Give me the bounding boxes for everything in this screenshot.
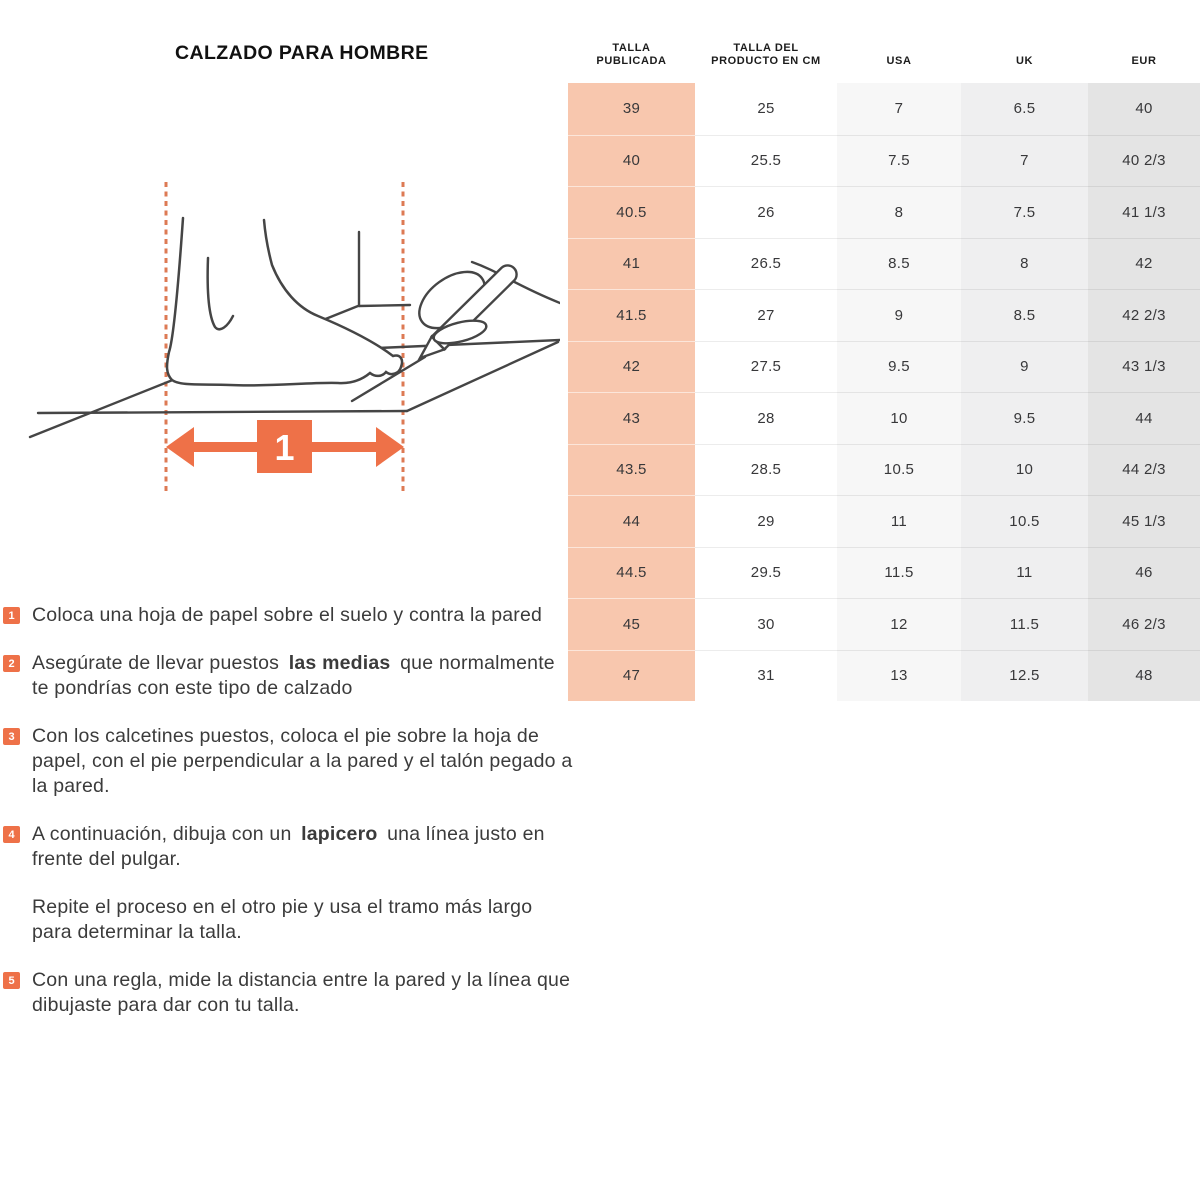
table-row (568, 238, 1200, 290)
table-cell: 8 (837, 186, 961, 238)
table-row (568, 495, 1200, 547)
table-cell: 46 (1088, 547, 1200, 599)
table-cell: 46 2/3 (1088, 598, 1200, 650)
step-number-badge: 4 (3, 826, 20, 843)
table-cell: 7.5 (837, 135, 961, 187)
table-row (568, 547, 1200, 599)
table-cell: 10 (961, 444, 1088, 496)
instruction-text: Coloca una hoja de papel sobre el suelo y contra la pared (32, 604, 543, 626)
table-cell: 43 1/3 (1088, 341, 1200, 393)
table-cell: 39 (568, 83, 695, 135)
step-number-badge: 2 (3, 655, 20, 672)
foot-measurement-illustration (20, 170, 560, 500)
table-cell: 9.5 (837, 341, 961, 393)
column-header: USA (886, 55, 912, 67)
table-cell: 13 (837, 650, 961, 702)
column-header: EUR (1131, 55, 1157, 67)
table-cell: 11.5 (961, 598, 1088, 650)
table-cell: 10.5 (961, 495, 1088, 547)
table-cell: 9 (961, 341, 1088, 393)
foot-outline (167, 218, 402, 385)
table-cell: 29.5 (695, 547, 837, 599)
column-header: TALLA PUBLICADA (596, 42, 667, 67)
table-cell: 7.5 (961, 186, 1088, 238)
table-cell: 12.5 (961, 650, 1088, 702)
table-cell: 11 (837, 495, 961, 547)
table-cell: 43 (568, 392, 695, 444)
table-cell: 7 (961, 135, 1088, 187)
table-cell: 47 (568, 650, 695, 702)
instruction-text: A continuación, dibuja con un lapicero una línea justo en frente del pulgar. (32, 823, 545, 870)
instruction-item (3, 895, 573, 945)
table-header-row (568, 0, 1200, 83)
table-row (568, 135, 1200, 187)
table-row (568, 83, 1200, 135)
table-cell: 8 (961, 238, 1088, 290)
table-cell: 9 (837, 289, 961, 341)
table-cell: 41 (568, 238, 695, 290)
table-cell: 45 1/3 (1088, 495, 1200, 547)
step-number-badge: 3 (3, 728, 20, 745)
page-title: CALZADO PARA HOMBRE (175, 42, 429, 64)
instruction-item (3, 724, 573, 799)
table-cell: 8.5 (961, 289, 1088, 341)
size-table (568, 0, 1200, 701)
table-cell: 10.5 (837, 444, 961, 496)
table-cell: 11 (961, 547, 1088, 599)
table-cell: 27 (695, 289, 837, 341)
table-cell: 28 (695, 392, 837, 444)
table-cell: 27.5 (695, 341, 837, 393)
instruction-item (3, 603, 573, 628)
column-header: UK (1015, 55, 1034, 67)
table-cell: 40.5 (568, 186, 695, 238)
measure-arrow (166, 420, 404, 473)
table-cell: 48 (1088, 650, 1200, 702)
instruction-text: Con una regla, mide la distancia entre la pared y la línea que dibujaste para dar con tu talla. (32, 969, 571, 1016)
instruction-text: Asegúrate de llevar puestos las medias que normalmente te pondrías con este tipo de calzado (32, 652, 555, 699)
instruction-item (3, 651, 573, 701)
table-cell: 25 (695, 83, 837, 135)
table-cell: 26.5 (695, 238, 837, 290)
table-cell: 11.5 (837, 547, 961, 599)
table-cell: 42 2/3 (1088, 289, 1200, 341)
table-cell: 40 (1088, 83, 1200, 135)
step-1-label: 1 (274, 427, 295, 468)
table-cell: 30 (695, 598, 837, 650)
table-row (568, 289, 1200, 341)
step-number-badge: 5 (3, 972, 20, 989)
table-cell: 41 1/3 (1088, 186, 1200, 238)
table-cell: 40 (568, 135, 695, 187)
table-cell: 42 (568, 341, 695, 393)
table-row (568, 186, 1200, 238)
table-cell: 26 (695, 186, 837, 238)
table-cell: 7 (837, 83, 961, 135)
table-cell: 9.5 (961, 392, 1088, 444)
table-cell: 28.5 (695, 444, 837, 496)
table-cell: 44 (1088, 392, 1200, 444)
table-cell: 42 (1088, 238, 1200, 290)
table-cell: 45 (568, 598, 695, 650)
instruction-text: Repite el proceso en el otro pie y usa el tramo más largo para determinar la talla. (32, 896, 533, 943)
table-row (568, 598, 1200, 650)
table-cell: 41.5 (568, 289, 695, 341)
table-cell: 44 2/3 (1088, 444, 1200, 496)
table-row (568, 444, 1200, 496)
column-header: TALLA DEL PRODUCTO EN CM (711, 42, 821, 67)
table-cell: 44 (568, 495, 695, 547)
table-row (568, 650, 1200, 702)
table-row (568, 341, 1200, 393)
table-cell: 40 2/3 (1088, 135, 1200, 187)
table-cell: 6.5 (961, 83, 1088, 135)
step-number-badge: 1 (3, 607, 20, 624)
table-body (568, 83, 1200, 701)
instruction-text: Con los calcetines puestos, coloca el pie sobre la hoja de papel, con el pie perpendicular a la pared y el talón pegado a la pared. (32, 725, 573, 797)
table-cell: 44.5 (568, 547, 695, 599)
table-cell: 12 (837, 598, 961, 650)
instructions-list (3, 603, 573, 1041)
table-cell: 31 (695, 650, 837, 702)
table-row (568, 392, 1200, 444)
table-cell: 25.5 (695, 135, 837, 187)
instruction-item (3, 968, 573, 1018)
table-cell: 8.5 (837, 238, 961, 290)
instruction-item (3, 822, 573, 872)
table-cell: 43.5 (568, 444, 695, 496)
table-cell: 29 (695, 495, 837, 547)
table-cell: 10 (837, 392, 961, 444)
